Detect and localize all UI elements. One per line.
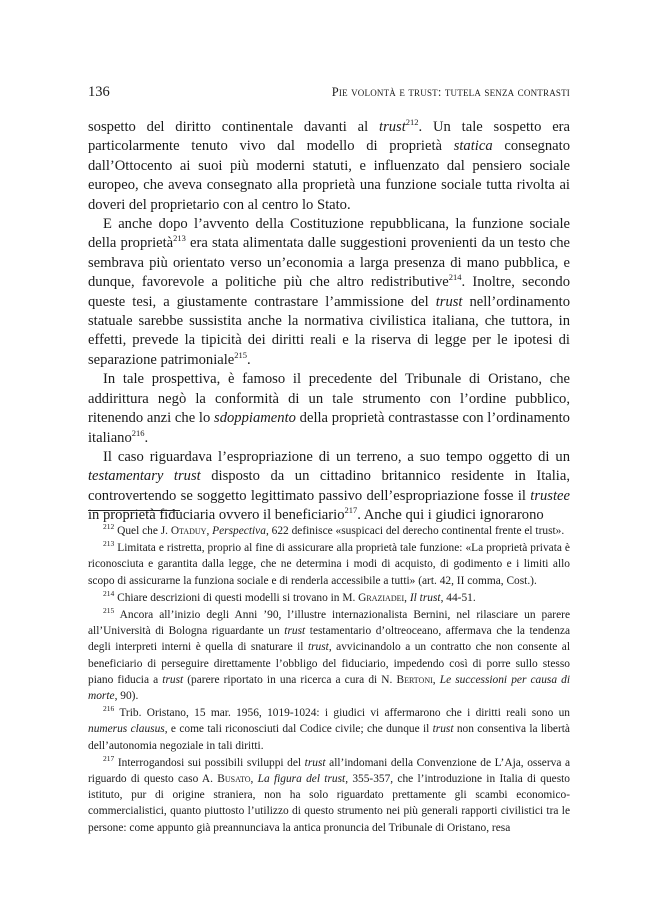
paragraph-1: sospetto del diritto continentale davanti al trust$^{212}$. Un tale sospetto era particolarmente tenuto vivo dal modello di proprietà statica consegnato dall’Ottocento ai suoi più moderni statuti, e influenzato dal pensiero sociale europeo, che aveva consegnato alla proprietà una funzione sociale tutta rivolta ai doveri del proprietario con al centro lo Stato. [88,117,571,213]
page-header [88,84,570,106]
footnote-ref-217[interactable]: 217 [344,505,358,516]
page-number: 136 [88,84,110,100]
footnote-ref-212[interactable]: 212 [405,117,419,128]
footnote-ref-216[interactable]: 216 [131,427,145,438]
paragraph-4: Il caso riguardava l’espropriazione di un terreno, a suo tempo oggetto di un testamentary trust disposto da un cittadino britannico residente in Italia, controvertendo se soggetto legittimato passivo dell’espropriazione fosse il trustee in proprietà fiduciaria ovvero il beneficiario$^{217}$. Anche qui i giudici ignorarono [88,448,570,524]
footnote-215: $^{215}$ Ancora all’inizio degli Anni ’90, l’illustre internazionalista Bernini, nel rilasciare un parere all’Università di Bologna riguardante un trust testamentario d’oltreoceano, affermava che la tendenza degli interpreti interni è quella di snaturare il trust, avvicinandolo a un contratto che non consente al beneficiario di perseguire direttamente l’obbligo del fiduciario, impedendo così di porre sullo stesso piano fiducia a trust (parere riportato in una ricerca a cura di N. Bertoni, Le successioni per causa di morte, 90). [88,606,571,703]
footnote-ref-213[interactable]: 213 [173,233,186,244]
footnote-216: $^{216}$ Trib. Oristano, 15 mar. 1956, 1019-1024: i giudici vi affermarono che i diritti reali sono un numerus clausus, e come tali riconosciuti dal Codice civile; che dunque il trust non consentiva la libertà dell’autonomia negoziale in tali diritti. [88,704,570,752]
footnotes [88,523,570,837]
paragraph-3: In tale prospettiva, è famoso il precedente del Tribunale di Oristano, che addirittura negò la conformità di un tale strumento con l’ordine pubblico, ritenendo anzi che lo sdoppiamento della proprietà contrastasse con l’ordinamento italiano$^{216}$. [88,371,570,446]
footnote-213: $^{213}$ Limitata e ristretta, proprio al fine di assicurare alla proprietà tale funzione: «La proprietà privata è riconosciuta e garantita dalla legge, che ne determina i modi di acquisto, di godimento e i limiti allo scopo di assicurarne la funziona sociale e di renderla accessibile a tutti» (art. 42, II comma, Cost.). [88,539,570,587]
footnote-212: $^{212}$ Quel che J. Otaduy, Perspectiva, 622 definisce «suspicaci del derecho continental frente el trust». [103,522,565,537]
footnote-separator [88,510,180,511]
running-head: Pie volontà e trust: tutela senza contrasti [331,85,570,99]
paragraph-2: E anche dopo l’avvento della Costituzione repubblicana, la funzione sociale della proprietà$^{213}$ era stata alimentata dalle suggestioni provenienti da un testo che sembrava più orientato verso un’economia a larga presenza di mano pubblica, e dunque, favorevole a politiche più che altro redistributive$^{214}$. Inoltre, secondo queste tesi, a giustamente contrastare l’ammissione del trust nell’ordinamento statuale sarebbe sussistita anche la normativa civilistica italiana, che tuttora, in effetti, prevede la tipicità dei diritti reali e la riserva di legge per le ipotesi di separazione patrimoniale$^{215}$. [88,216,571,368]
main-text [88,118,570,526]
footnote-ref-215[interactable]: 215 [234,350,248,361]
footnote-ref-214[interactable]: 214 [448,272,462,283]
footnote-217: $^{217}$ Interrogandosi sui possibili sviluppi del trust all’indomani della Convenzione de L’Aja, osserva a riguardo di questo caso A. Busato, La figura del trust, 355-357, che l’introduzione in Italia di questo istituto, pur di origine straniera, non ha solo riguardato prettamente gli scambi economico-commercialistici, quanto piuttosto l’utilizzo di questo strumento nei più generali rapporti civilistici tra le persone: come appunto già preannunciava la antica pronuncia del Tribunale di Oristano, resa [88,754,571,834]
footnote-214: $^{214}$ Chiare descrizioni di questi modelli si trovano in M. Graziadei, Il trust, 44-51. [103,589,476,604]
